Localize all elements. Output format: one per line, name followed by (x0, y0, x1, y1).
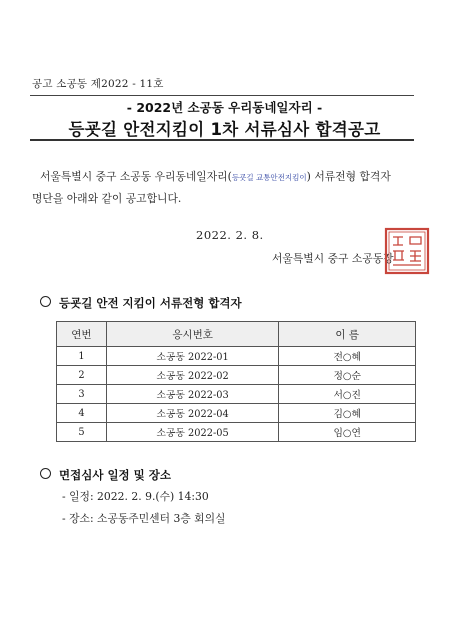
circle-bullet-icon (40, 296, 51, 307)
official-seal (383, 226, 431, 276)
passed-applicants-table (56, 321, 416, 442)
cell-exam-id: 소공동 2022-05 (106, 423, 279, 442)
column-header-number: 연번 (57, 322, 107, 347)
cell-name: 정○순 (279, 366, 416, 385)
body-highlight: 등굣길 교통안전지킴이 (231, 173, 307, 182)
section-passed-title: 등굣길 안전 지킴이 서류전형 합격자 (59, 296, 242, 310)
column-header-name: 이 름 (279, 322, 416, 347)
cell-number: 1 (57, 347, 107, 366)
cell-exam-id: 소공동 2022-03 (106, 385, 279, 404)
body-line1-start: 서울특별시 중구 소공동 우리동네일자리( (40, 170, 232, 183)
interview-location: - 장소: 소공동주민센터 3층 회의실 (62, 512, 226, 525)
interview-schedule: - 일정: 2022. 2. 9.(수) 14:30 (62, 490, 209, 503)
issuer-name: 서울특별시 중구 소공동장 (272, 252, 394, 265)
circle-bullet-icon (40, 468, 51, 479)
table-header-row (57, 322, 416, 347)
cell-name: 전○혜 (279, 347, 416, 366)
section-passed-heading (40, 295, 242, 311)
notice-number: 공고 소공동 제2022 - 11호 (32, 78, 164, 90)
cell-exam-id: 소공동 2022-01 (106, 347, 279, 366)
document-title: 등굣길 안전지킴이 1차 서류심사 합격공고 (68, 120, 381, 139)
column-header-exam-id: 응시번호 (106, 322, 279, 347)
cell-name: 김○혜 (279, 404, 416, 423)
cell-number: 2 (57, 366, 107, 385)
cell-number: 3 (57, 385, 107, 404)
section-interview-title: 면접심사 일정 및 장소 (59, 468, 171, 482)
document-subtitle: - 2022년 소공동 우리동네일자리 - (126, 100, 323, 115)
title-underline (30, 139, 414, 141)
header-divider (30, 95, 414, 96)
table-row (57, 347, 416, 366)
cell-number: 4 (57, 404, 107, 423)
table-row (57, 366, 416, 385)
cell-exam-id: 소공동 2022-04 (106, 404, 279, 423)
cell-name: 임○연 (279, 423, 416, 442)
cell-number: 5 (57, 423, 107, 442)
section-interview-heading (40, 467, 171, 483)
cell-exam-id: 소공동 2022-02 (106, 366, 279, 385)
table-row (57, 385, 416, 404)
table-row (57, 423, 416, 442)
body-line2: 명단을 아래와 같이 공고합니다. (32, 192, 182, 205)
body-line1-end: ) 서류전형 합격자 (306, 170, 391, 183)
cell-name: 서○진 (279, 385, 416, 404)
announcement-date: 2022. 2. 8. (196, 228, 264, 242)
table-row (57, 404, 416, 423)
announcement-body (32, 166, 424, 209)
